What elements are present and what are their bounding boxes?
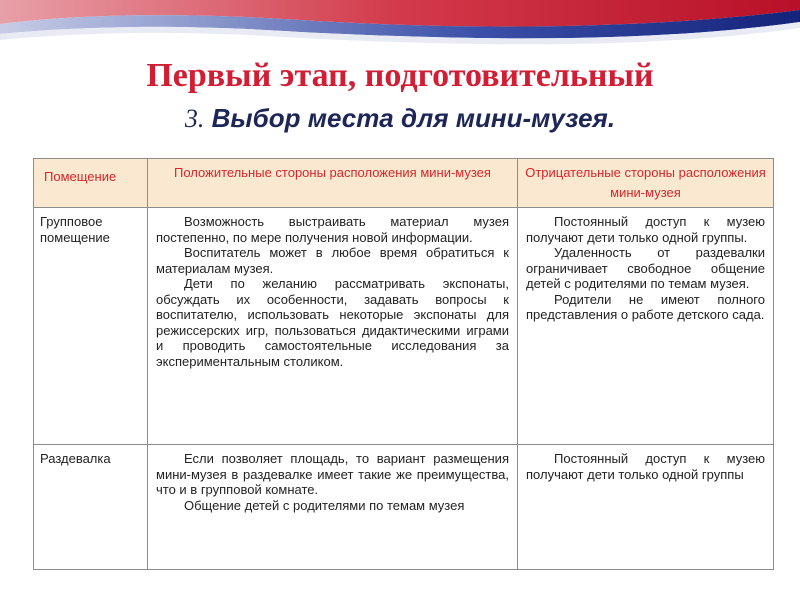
room-name: Раздевалка <box>34 445 148 570</box>
placement-table <box>33 158 774 570</box>
positive-paragraph: Общение детей с родителями по темам музея <box>184 497 465 513</box>
header-wave-decoration <box>0 0 800 60</box>
negative-paragraph: Постоянный доступ к музею получают дети только одной группы <box>526 451 765 482</box>
slide-title: Первый этап, подготовительный <box>146 57 654 94</box>
positive-cell <box>148 208 518 445</box>
subtitle-number: 3. <box>184 104 205 133</box>
header-negative: Отрицательные стороны расположения мини-музея <box>518 159 774 208</box>
subtitle-text: Выбор места для мини-музея. <box>211 103 616 133</box>
header-positive: Положительные стороны расположения мини-музея <box>148 159 518 208</box>
positive-paragraph: Если позволяет площадь, то вариант размещения мини-музея в раздевалке имеет такие же преимущества, что и в групповой комнате. <box>156 451 509 497</box>
positive-paragraph: Дети по желанию рассматривать экспонаты, обсуждать их особенности, задавать вопросы к воспитателю, использовать некоторые экспонаты для режиссерских игр, пользоваться дидактическими играми и проводить самостоятельные исследования за экспериментальным столиком. <box>156 276 509 369</box>
slide-subtitle <box>0 100 800 137</box>
positive-paragraph: Воспитатель может в любое время обратиться к материалам музея. <box>156 245 509 276</box>
header-room: Помещение <box>34 159 148 208</box>
positive-cell <box>148 445 518 570</box>
negative-paragraph: Удаленность от раздевалки ограничивает свободное общение детей с родителями по темам музея. <box>526 245 765 291</box>
negative-cell <box>518 445 774 570</box>
negative-paragraph: Постоянный доступ к музею получают дети только одной группы. <box>526 214 765 245</box>
table-row <box>34 208 774 445</box>
table-header-row <box>34 159 774 208</box>
negative-cell <box>518 208 774 445</box>
positive-paragraph: Возможность выстраивать материал музея постепенно, по мере получения новой информации. <box>156 214 509 245</box>
room-name: Групповое помещение <box>34 208 148 445</box>
negative-paragraph: Родители не имеют полного представления о работе детского сада. <box>526 291 765 322</box>
table-row <box>34 445 774 570</box>
